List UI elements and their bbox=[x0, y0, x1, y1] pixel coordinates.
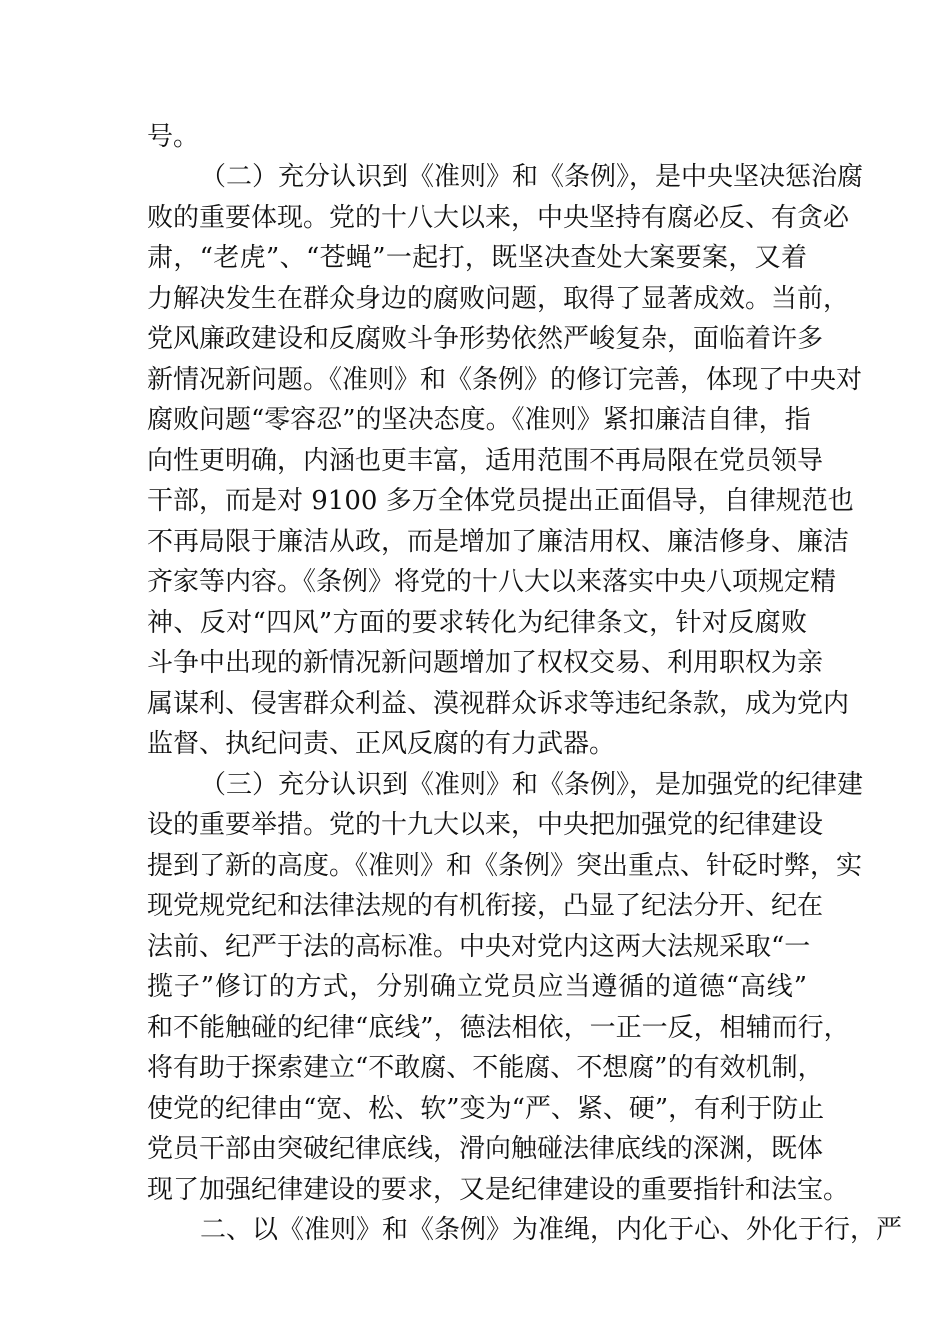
text-line: 号。 bbox=[147, 122, 200, 152]
text-line: 神、反对“四风”方面的要求转化为纪律条文，针对反腐败 bbox=[147, 608, 807, 638]
text-line: 提到了新的高度。《准则》和《条例》突出重点、针砭时弊，实 bbox=[147, 851, 863, 881]
text-line: 败的重要体现。党的十八大以来，中央坚持有腐必反、有贪必 bbox=[147, 203, 850, 233]
text-line: 新情况新问题。《准则》和《条例》的修订完善，体现了中央对 bbox=[147, 365, 863, 395]
paragraph-heading-3: （三）充分认识到《准则》和《条例》，是加强党的纪律建 bbox=[200, 770, 864, 800]
text-line: 属谋利、侵害群众利益、漠视群众诉求等违纪条款，成为党内 bbox=[147, 689, 850, 719]
text-line: 党风廉政建设和反腐败斗争形势依然严峻复杂，面临着许多 bbox=[147, 324, 824, 354]
text-line: 干部，而是对 9100 多万全体党员提出正面倡导，自律规范也 bbox=[147, 486, 854, 516]
text-line: 使党的纪律由“宽、松、软”变为“严、紧、硬”，有利于防止 bbox=[147, 1094, 825, 1124]
text-line: 齐家等内容。《条例》将党的十八大以来落实中央八项规定精 bbox=[147, 567, 837, 597]
text-line: 力解决发生在群众身边的腐败问题，取得了显著成效。当前， bbox=[147, 284, 850, 314]
text-line: 斗争中出现的新情况新问题增加了权权交易、利用职权为亲 bbox=[147, 648, 824, 678]
text-line: 腐败问题“零容忍”的坚决态度。《准则》紧扣廉洁自律，指 bbox=[147, 405, 811, 435]
paragraph-heading-2: （二）充分认识到《准则》和《条例》，是中央坚决惩治腐 bbox=[200, 162, 864, 192]
text-line: 揽子”修订的方式，分别确立党员应当遵循的道德“高线” bbox=[147, 972, 807, 1002]
text-line: 现党规党纪和法律法规的有机衔接，凸显了纪法分开、纪在 bbox=[147, 891, 824, 921]
text-line: 不再局限于廉洁从政，而是增加了廉洁用权、廉洁修身、廉洁 bbox=[147, 527, 850, 557]
text-line: 现了加强纪律建设的要求，又是纪律建设的重要指针和法宝。 bbox=[147, 1175, 850, 1205]
text-line: 监督、执纪问责、正风反腐的有力武器。 bbox=[147, 729, 616, 759]
text-line: 将有助于探索建立“不敢腐、不能腐、不想腐”的有效机制， bbox=[147, 1053, 824, 1083]
text-line: 设的重要举措。党的十九大以来，中央把加强党的纪律建设 bbox=[147, 810, 824, 840]
text-line: 和不能触碰的纪律“底线”，德法相依，一正一反，相辅而行， bbox=[147, 1013, 850, 1043]
text-line: 向性更明确，内涵也更丰富，适用范围不再局限在党员领导 bbox=[147, 446, 824, 476]
text-line: 法前、纪严于法的高标准。中央对党内这两大法规采取“一 bbox=[147, 932, 811, 962]
text-line: 党员干部由突破纪律底线，滑向触碰法律底线的深渊，既体 bbox=[147, 1134, 824, 1164]
text-line: 肃，“老虎”、“苍蝇”一起打，既坚决查处大案要案，又着 bbox=[147, 243, 807, 273]
section-heading-2: 二、以《准则》和《条例》为准绳，内化于心、外化于行，严 bbox=[200, 1215, 903, 1245]
